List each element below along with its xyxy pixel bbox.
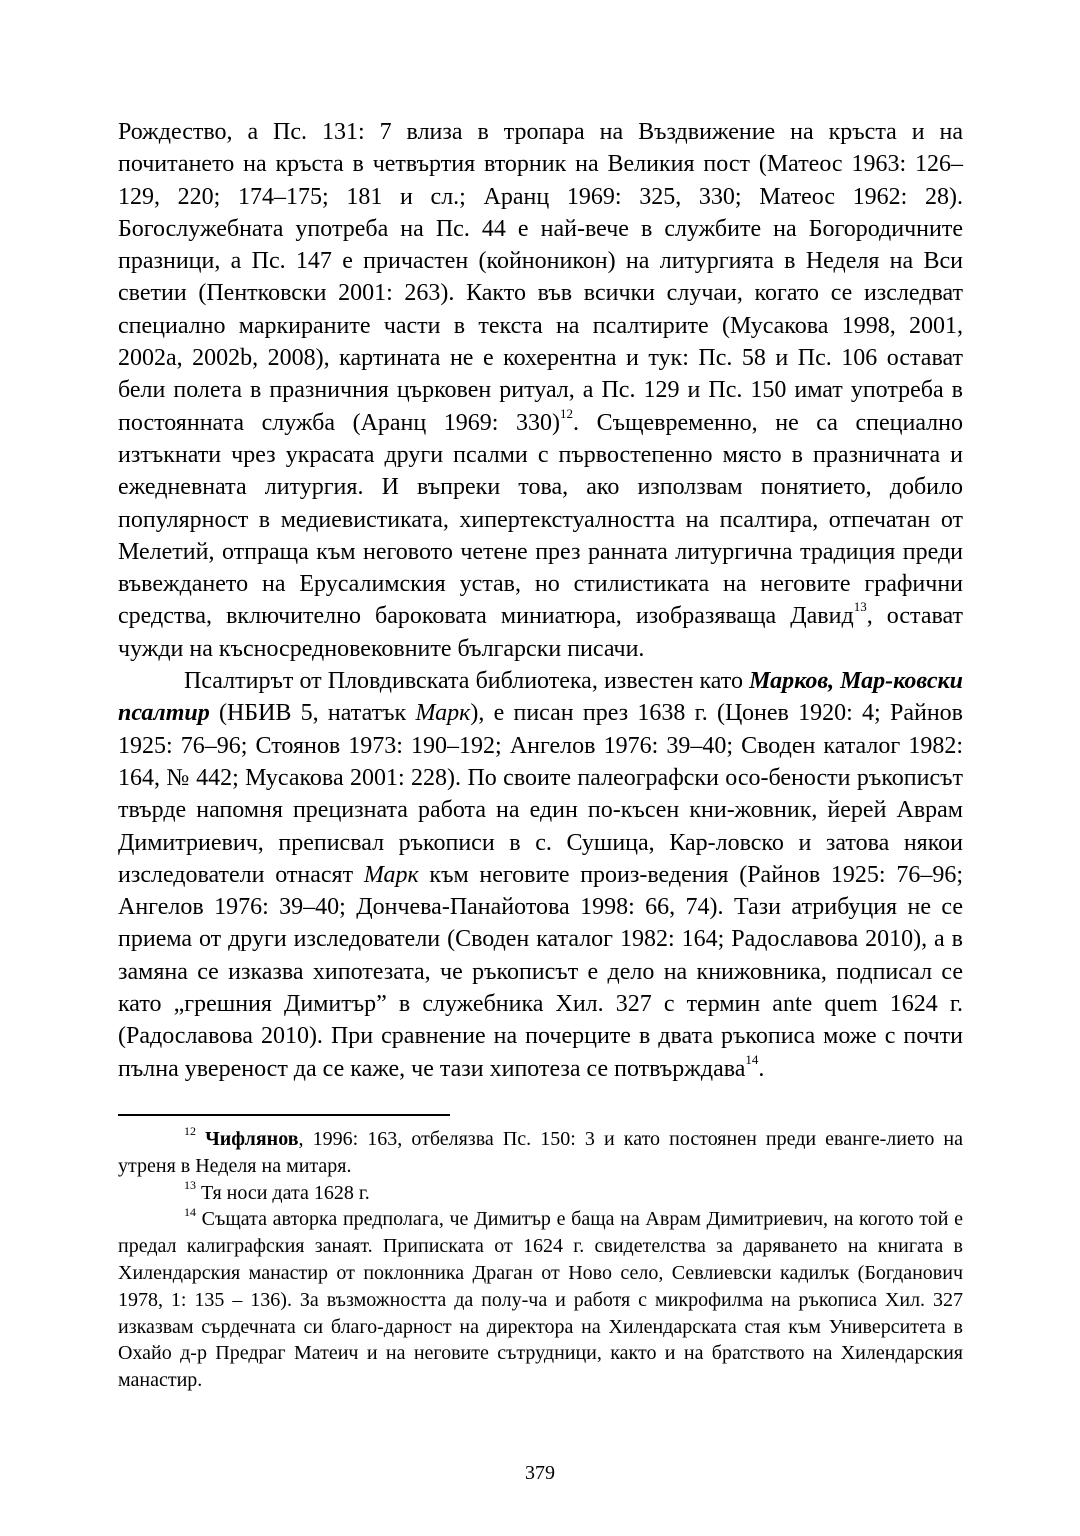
footnote-12-author: Чифлянов: [205, 1128, 299, 1150]
footnote-14: [118, 1206, 963, 1394]
paragraph-1-text-c: , остават чужди на късносредновековните български писачи.: [118, 603, 964, 662]
siglum-mark-1: Марк: [415, 700, 471, 727]
footnote-14-text: Същата авторка предполага, че Димитър е баща на Аврам Димитриевич, на когото той е предал калиграфския занаят. Приписката от 1624 г. свидетелства за даряването на книгата в Хилендарския манастир от поклонника Драган от Ново село, Севлиевски кадилък (Богданович 1978, 1: 135 – 136). За възможността да полу-ча и работя с микрофилма на ръкописа Хил. 327 изказвам сърдечната си благо-дарност на директора на Хилендарската стая към Университета в Охайо д-р Предраг Матеич и на неговите сътрудници, както и на братството на Хилендарския манастир.: [118, 1208, 963, 1392]
manuscript-title: Марков, Мар-ковски псалтир: [118, 668, 963, 727]
footnote-ref-12[interactable]: 12: [560, 405, 574, 421]
body-text: [118, 116, 963, 1085]
paragraph-2: [118, 665, 963, 1085]
footnote-ref-13[interactable]: 13: [853, 599, 867, 615]
footnote-13-number: 13: [184, 1177, 196, 1192]
footnote-13: [118, 1177, 963, 1207]
footnote-13-text: Тя носи дата 1628 г.: [196, 1181, 370, 1204]
paragraph-2-text-e: .: [758, 1055, 765, 1082]
footnote-12: [118, 1126, 963, 1180]
paragraph-1: [118, 116, 963, 665]
footnote-separator: [118, 1114, 450, 1116]
paragraph-1-text-b: . Същевременно, не са специално изтъкнати чрез украсата други псалми с първостепенно място в празничната и ежедневната литургия. И въпреки това, ако използвам понятието, добило популярност в медиевистиката, хипертекстуалността на псалтира, отпечатан от Мелетий, отпраща към неговото четене през ранната литургична традиция преди въвеждането на Ерусалимския устав, но стилистиката на неговите графични средства, включително бароковата миниатюра, изобразяваща Давид: [118, 409, 963, 630]
footnotes: [118, 1126, 963, 1394]
paragraph-1-text-a: Рождество, а Пс. 131: 7 влиза в тропара на Въздвижение на кръста и на почитането на кръста в четвъртия вторник на Великия пост (Матеос 1963: 126–129, 220; 174–175; 181 и сл.; Аранц 1969: 325, 330; Матеос 1962: 28). Богослужебната употреба на Пс. 44 е най-вече в службите на Богородичните празници, а Пс. 147 е причастен (койноникон) на литургията в Неделя на Вси светии (Пентковски 2001: 263). Както във всички случаи, когато се изследват специално маркираните части в текста на псалтирите (Мусакова 1998, 2001, 2002a, 2002b, 2008), картината не е кохерентна и тук: Пс. 58 и Пс. 106 остават бели полета в празничния църковен ритуал, а Пс. 129 и Пс. 150 имат употреба в постоянната служба (Аранц 1969: 330): [118, 119, 963, 436]
siglum-mark-2: Марк: [363, 861, 419, 888]
footnote-14-number: 14: [184, 1204, 196, 1219]
footnote-12-text: , 1996: 163, отбелязва Пс. 150: 3 и като постоянен преди еванге-лието на утреня в Неделя на митаря.: [118, 1128, 963, 1177]
paragraph-2-text-c: ), е писан през 1638 г. (Цонев 1920: 4; Райнов 1925: 76–96; Стоянов 1973: 190–192; Ангелов 1976: 39–40; Сводeн каталог 1982: 164, № 442; Мусакова 2001: 228). По своите палеографски осо-бености ръкописът твърде напомня прецизната работа на един по-късен кни-жовник, йерей Аврам Димитриевич, преписвал ръкописи в с. Сушица, Кар-ловско и затова някои изследователи отнасят: [118, 700, 963, 888]
footnote-12-number: 12: [184, 1124, 196, 1139]
paragraph-2-text-b: (НБИВ 5, нататък: [209, 700, 416, 727]
paragraph-2-text-a: Псалтирът от Пловдивската библиотека, известен като: [184, 668, 750, 695]
page-number: 379: [525, 1462, 555, 1484]
paragraph-2-text-d: към неговите произ-ведения (Райнов 1925: 76–96; Ангелов 1976: 39–40; Дончева-Панайотова 1998: 66, 74). Тази атрибуция не се приема от други изследователи (Сводeн каталог 1982: 164; Радославова 2010), а в замяна се изказва хипотезата, че ръкописът е дело на книжовника, подписал се като „грешния Димитър” в служебника Хил. 327 с термин ante quem 1624 г. (Радославова 2010). При сравнение на почерците в двата ръкописа може с почти пълна увереност да се каже, че тази хипотеза се потвърждава: [118, 861, 963, 1082]
footnote-ref-14[interactable]: 14: [745, 1051, 759, 1067]
